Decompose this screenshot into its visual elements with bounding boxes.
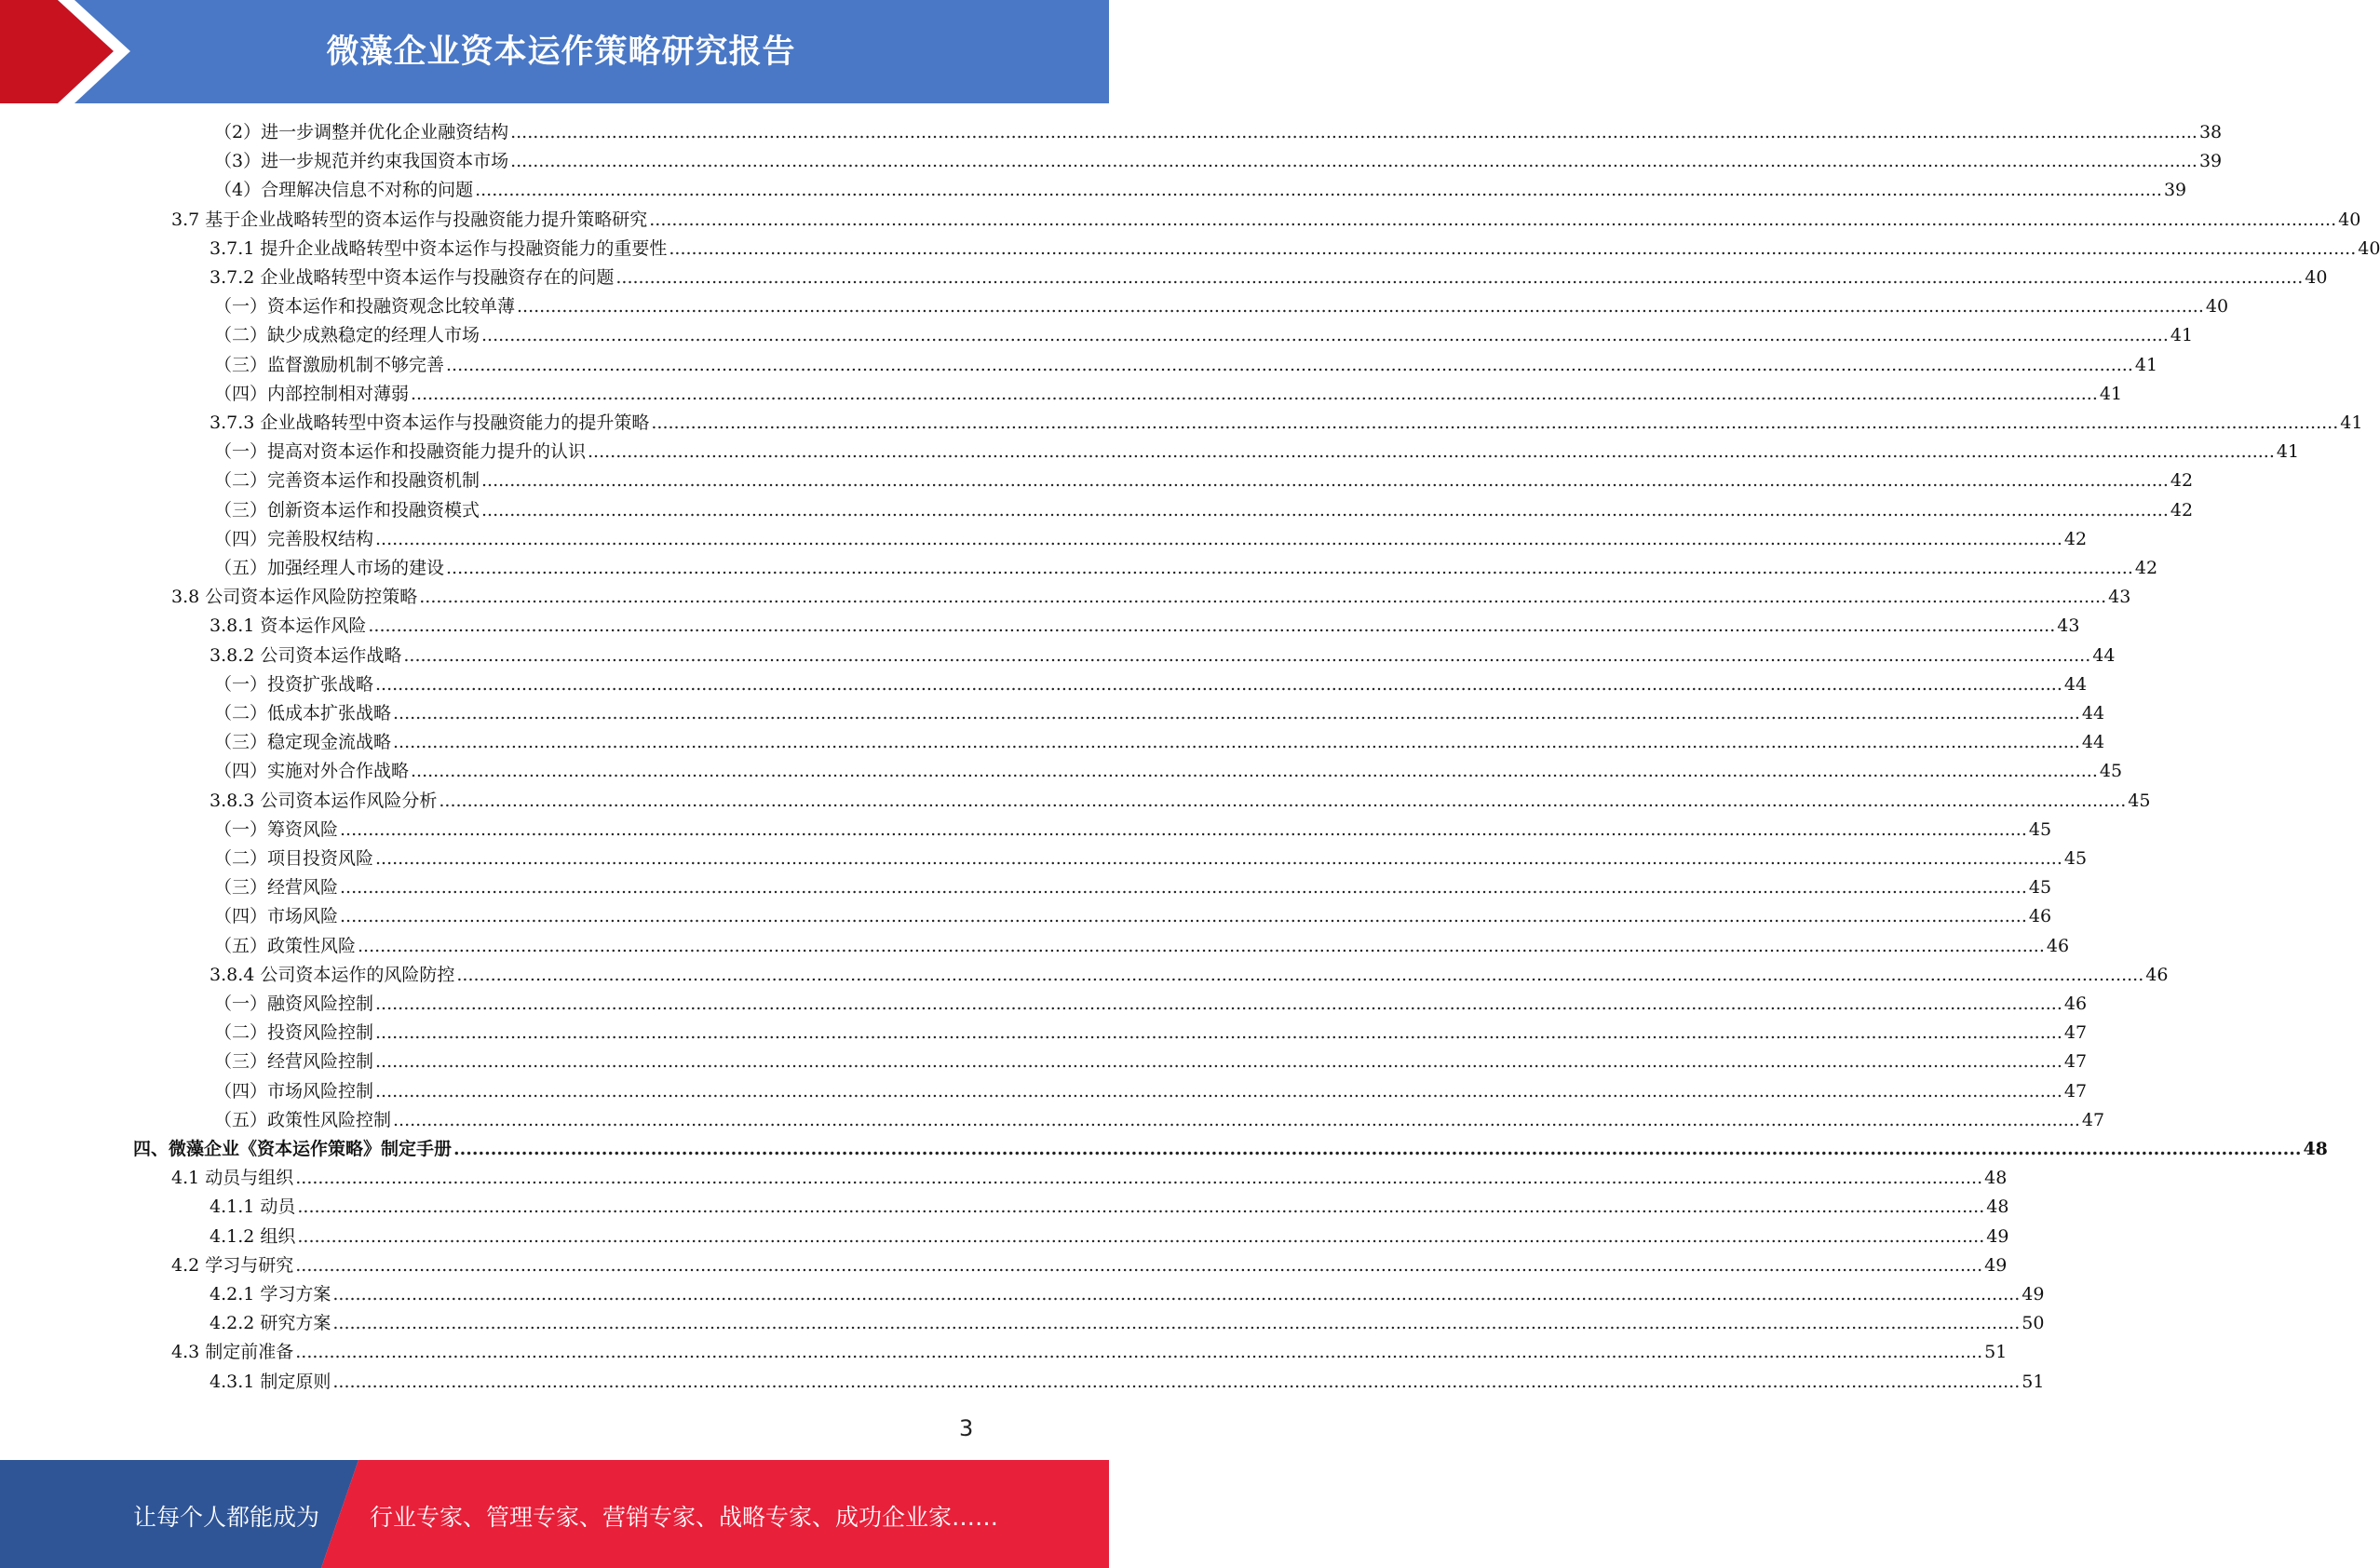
toc-entry-page: 51 — [1984, 1342, 2008, 1363]
toc-entry[interactable] — [214, 438, 2300, 466]
toc-entry-title: （二）完善资本运作和投融资机制 — [214, 470, 480, 492]
toc-entry-title: 3.7.2 企业战略转型中资本运作与投融资存在的问题 — [210, 267, 615, 288]
toc-entry[interactable] — [171, 206, 2361, 235]
toc-entry[interactable] — [214, 147, 2223, 176]
toc-entry[interactable] — [210, 1368, 2045, 1397]
toc-entry-page: 47 — [2063, 1051, 2088, 1073]
toc-dot-leader: ............................................................................................................................................................................................................................................................................................................ — [393, 732, 2080, 753]
toc-entry[interactable] — [214, 1077, 2088, 1106]
toc-entry-page: 44 — [2063, 673, 2088, 695]
toc-entry-page: 46 — [2145, 964, 2169, 985]
toc-dot-leader: ............................................................................................................................................................................................................................................................................................................ — [669, 237, 2357, 259]
toc-entry[interactable] — [214, 380, 2123, 409]
toc-entry[interactable] — [214, 1048, 2088, 1076]
toc-dot-leader: ............................................................................................................................................................................................................................................................................................................ — [375, 1051, 2062, 1073]
toc-entry-page: 49 — [1986, 1225, 2009, 1247]
toc-entry-title: 4.2.1 学习方案 — [210, 1284, 331, 1304]
toc-entry-page: 43 — [2108, 587, 2131, 608]
toc-entry-title: （三）经营风险 — [214, 877, 339, 899]
toc-entry-page: 45 — [2028, 877, 2052, 899]
toc-entry-page: 40 — [2305, 267, 2328, 288]
toc-entry[interactable] — [214, 351, 2158, 380]
toc-dot-leader: ............................................................................................................................................................................................................................................................................................................ — [481, 325, 2169, 346]
toc-entry-title: 4.3.1 制定原则 — [210, 1371, 331, 1392]
toc-entry-page: 49 — [2022, 1284, 2045, 1304]
toc-dot-leader: ............................................................................................................................................................................................................................................................................................................ — [615, 267, 2304, 288]
toc-dot-leader: ............................................................................................................................................................................................................................................................................................................ — [368, 615, 2056, 637]
toc-entry-title: （一）融资风险控制 — [214, 994, 374, 1014]
toc-dot-leader: ............................................................................................................................................................................................................................................................................................................ — [332, 1313, 2021, 1334]
toc-dot-leader: ............................................................................................................................................................................................................................................................................................................ — [393, 1109, 2080, 1130]
toc-entry[interactable] — [171, 583, 2131, 612]
toc-entry-title: （四）市场风险控制 — [214, 1080, 374, 1102]
toc-dot-leader: ............................................................................................................................................................................................................................................................................................................ — [375, 1080, 2062, 1102]
toc-entry-title: 四、微藻企业《资本运作策略》制定手册 — [133, 1139, 453, 1159]
toc-entry-page: 48 — [1984, 1168, 2008, 1189]
toc-entry[interactable] — [214, 554, 2158, 583]
toc-entry-title: 4.2 学习与研究 — [171, 1254, 294, 1276]
toc-entry-page: 40 — [2358, 237, 2380, 259]
toc-entry[interactable] — [171, 1251, 2008, 1280]
toc-entry-page: 42 — [2063, 528, 2088, 549]
toc-entry-page: 43 — [2057, 615, 2080, 637]
toc-entry-title: （三）监督激励机制不够完善 — [214, 354, 445, 375]
toc-dot-leader: ............................................................................................................................................................................................................................................................................................................ — [453, 1139, 2302, 1159]
toc-entry[interactable] — [210, 1309, 2045, 1338]
toc-entry[interactable] — [214, 466, 2194, 495]
toc-dot-leader: ............................................................................................................................................................................................................................................................................................................ — [375, 1022, 2062, 1044]
toc-entry-title: （四）内部控制相对薄弱 — [214, 383, 410, 404]
toc-entry[interactable] — [171, 1338, 2008, 1367]
toc-dot-leader: ............................................................................................................................................................................................................................................................................................................ — [419, 587, 2107, 608]
toc-dot-leader: ............................................................................................................................................................................................................................................................................................................ — [340, 877, 2027, 899]
toc-entry-title: （五）政策性风险 — [214, 935, 357, 956]
toc-dot-leader: ............................................................................................................................................................................................................................................................................................................ — [297, 1196, 1985, 1218]
toc-entry-title: （一）筹资风险 — [214, 818, 339, 840]
toc-entry[interactable] — [210, 642, 2116, 670]
toc-entry-page: 41 — [2276, 441, 2300, 463]
toc-entry-title: 4.3 制定前准备 — [171, 1342, 294, 1363]
page-header — [0, 0, 1109, 103]
toc-entry-page: 42 — [2134, 558, 2158, 578]
toc-entry[interactable] — [214, 757, 2123, 786]
toc-entry[interactable] — [214, 1106, 2105, 1135]
toc-entry-page: 44 — [2081, 732, 2105, 753]
toc-entry-title: （二）项目投资风险 — [214, 848, 374, 869]
toc-dot-leader: ............................................................................................................................................................................................................................................................................................................ — [295, 1168, 1983, 1189]
toc-entry-title: （五）加强经理人市场的建设 — [214, 558, 445, 578]
toc-entry-title: 4.1 动员与组织 — [171, 1168, 294, 1189]
toc-entry-title: （四）市场风险 — [214, 906, 339, 927]
toc-entry-page: 45 — [2128, 790, 2151, 811]
toc-entry-page: 45 — [2028, 818, 2052, 840]
toc-entry-page: 46 — [2028, 906, 2052, 927]
toc-entry-title: （一）投资扩张战略 — [214, 673, 374, 695]
toc-entry-page: 45 — [2099, 761, 2123, 782]
toc-entry-page: 46 — [2063, 994, 2088, 1014]
toc-entry-title: （三）经营风险控制 — [214, 1051, 374, 1073]
toc-dot-leader: ............................................................................................................................................................................................................................................................................................................ — [332, 1371, 2021, 1392]
toc-entry[interactable] — [133, 1135, 2328, 1164]
toc-dot-leader: ............................................................................................................................................................................................................................................................................................................ — [446, 354, 2133, 375]
toc-entry-page: 38 — [2198, 122, 2223, 142]
toc-entry-page: 41 — [2340, 412, 2363, 433]
toc-dot-leader: ............................................................................................................................................................................................................................................................................................................ — [456, 964, 2144, 985]
toc-entry-title: （三）稳定现金流战略 — [214, 732, 392, 753]
toc-dot-leader: ............................................................................................................................................................................................................................................................................................................ — [649, 209, 2337, 230]
toc-dot-leader: ............................................................................................................................................................................................................................................................................................................ — [475, 180, 2162, 201]
toc-entry-page: 40 — [2205, 296, 2229, 318]
toc-dot-leader: ............................................................................................................................................................................................................................................................................................................ — [295, 1342, 1983, 1363]
toc-entry-page: 44 — [2092, 644, 2116, 666]
toc-entry-page: 39 — [2163, 180, 2187, 201]
toc-dot-leader: ............................................................................................................................................................................................................................................................................................................ — [375, 528, 2062, 549]
toc-dot-leader: ............................................................................................................................................................................................................................................................................................................ — [375, 848, 2062, 869]
toc-entry-page: 41 — [2134, 354, 2158, 375]
toc-entry[interactable] — [171, 1164, 2008, 1193]
toc-entry-page: 44 — [2081, 703, 2105, 723]
toc-entry-page: 49 — [1984, 1254, 2008, 1276]
toc-entry-page: 47 — [2063, 1080, 2088, 1102]
toc-entry[interactable] — [210, 1223, 2009, 1251]
toc-dot-leader: ............................................................................................................................................................................................................................................................................................................ — [517, 296, 2204, 318]
toc-entry-title: 3.8.4 公司资本运作的风险防控 — [210, 964, 455, 985]
toc-entry[interactable] — [214, 670, 2088, 699]
toc-entry-page: 41 — [2099, 383, 2123, 404]
header-title: 微藻企业资本运作策略研究报告 — [326, 34, 796, 71]
toc-dot-leader: ............................................................................................................................................................................................................................................................................................................ — [297, 1225, 1985, 1247]
toc-entry[interactable] — [214, 176, 2187, 205]
toc-entry[interactable] — [214, 990, 2088, 1019]
toc-entry-title: （四）完善股权结构 — [214, 528, 374, 549]
toc-dot-leader: ............................................................................................................................................................................................................................................................................................................ — [510, 151, 2197, 172]
page-number: 3 — [959, 1415, 974, 1441]
toc-entry[interactable] — [214, 118, 2223, 147]
toc-entry-title: （四）实施对外合作战略 — [214, 761, 410, 782]
toc-entry[interactable] — [210, 1280, 2045, 1309]
toc-dot-leader: ............................................................................................................................................................................................................................................................................................................ — [481, 470, 2169, 492]
page-footer — [0, 1460, 1109, 1568]
toc-entry-title: （一）提高对资本运作和投融资能力提升的认识 — [214, 441, 587, 463]
toc-entry-page: 50 — [2022, 1313, 2045, 1334]
toc-entry-title: （3）进一步规范并约束我国资本市场 — [214, 151, 509, 172]
toc-dot-leader: ............................................................................................................................................................................................................................................................................................................ — [411, 383, 2098, 404]
toc-entry-page: 46 — [2046, 935, 2070, 956]
toc-dot-leader: ............................................................................................................................................................................................................................................................................................................ — [411, 761, 2098, 782]
toc-dot-leader: ............................................................................................................................................................................................................................................................................................................ — [375, 673, 2062, 695]
toc-entry-page: 48 — [1986, 1196, 2009, 1218]
toc-entry-page: 39 — [2198, 151, 2223, 172]
toc-entry[interactable] — [214, 525, 2088, 554]
footer-slogan-left: 让每个人都能成为 — [133, 1504, 320, 1531]
toc-entry-title: （五）政策性风险控制 — [214, 1109, 392, 1130]
toc-entry[interactable] — [210, 409, 2363, 438]
toc-entry[interactable] — [214, 728, 2105, 757]
toc-entry[interactable] — [214, 496, 2194, 525]
toc-entry[interactable] — [210, 787, 2151, 816]
toc-dot-leader: ............................................................................................................................................................................................................................................................................................................ — [340, 818, 2027, 840]
footer-slogan-right: 行业专家、管理专家、营销专家、战略专家、成功企业家…… — [370, 1504, 999, 1531]
toc-dot-leader: ............................................................................................................................................................................................................................................................................................................ — [340, 906, 2027, 927]
toc-entry[interactable] — [214, 845, 2088, 873]
toc-entry-title: 4.1.1 动员 — [210, 1196, 296, 1218]
toc-entry-title: （二）缺少成熟稳定的经理人市场 — [214, 325, 480, 346]
toc-entry-page: 42 — [2170, 499, 2194, 520]
toc-entry-title: （一）资本运作和投融资观念比较单薄 — [214, 296, 516, 318]
toc-dot-leader: ............................................................................................................................................................................................................................................................................................................ — [332, 1284, 2021, 1304]
toc-entry[interactable] — [214, 1019, 2088, 1048]
toc-entry[interactable] — [210, 235, 2380, 264]
toc-dot-leader: ............................................................................................................................................................................................................................................................................................................ — [510, 122, 2197, 142]
toc-entry-title: （二）低成本扩张战略 — [214, 703, 392, 723]
toc-entry-title: 3.7.1 提升企业战略转型中资本运作与投融资能力的重要性 — [210, 237, 668, 259]
toc-dot-leader: ............................................................................................................................................................................................................................................................................................................ — [439, 790, 2127, 811]
toc-dot-leader: ............................................................................................................................................................................................................................................................................................................ — [588, 441, 2275, 463]
toc-entry[interactable] — [210, 961, 2169, 990]
toc-dot-leader: ............................................................................................................................................................................................................................................................................................................ — [295, 1254, 1983, 1276]
toc-dot-leader: ............................................................................................................................................................................................................................................................................................................ — [651, 412, 2339, 433]
toc-entry-title: 3.8 公司资本运作风险防控策略 — [171, 587, 418, 608]
toc-entry-title: 3.8.3 公司资本运作风险分析 — [210, 790, 438, 811]
toc-entry[interactable] — [214, 902, 2052, 931]
toc-entry-title: 3.8.1 资本运作风险 — [210, 615, 367, 637]
toc-entry-title: （三）创新资本运作和投融资模式 — [214, 499, 480, 520]
toc-dot-leader: ............................................................................................................................................................................................................................................................................................................ — [375, 994, 2062, 1014]
toc-entry-page: 45 — [2063, 848, 2088, 869]
toc-dot-leader: ............................................................................................................................................................................................................................................................................................................ — [446, 558, 2133, 578]
toc-entry[interactable] — [214, 816, 2052, 845]
toc-entry[interactable] — [214, 932, 2070, 961]
toc-dot-leader: ............................................................................................................................................................................................................................................................................................................ — [393, 703, 2080, 723]
toc-entry-page: 48 — [2303, 1139, 2328, 1159]
toc-entry[interactable] — [210, 1193, 2009, 1222]
toc-entry-page: 47 — [2063, 1022, 2088, 1044]
toc-entry[interactable] — [214, 873, 2052, 902]
toc-entry-title: （二）投资风险控制 — [214, 1022, 374, 1044]
toc-dot-leader: ............................................................................................................................................................................................................................................................................................................ — [358, 935, 2045, 956]
toc-entry-page: 47 — [2081, 1109, 2105, 1130]
toc-entry-page: 40 — [2338, 209, 2361, 230]
toc-entry-title: 4.1.2 组织 — [210, 1225, 296, 1247]
toc-entry-title: 3.7 基于企业战略转型的资本运作与投融资能力提升策略研究 — [171, 209, 648, 230]
toc-entry-page: 41 — [2170, 325, 2194, 346]
toc-entry-title: 3.8.2 公司资本运作战略 — [210, 644, 402, 666]
toc-dot-leader: ............................................................................................................................................................................................................................................................................................................ — [403, 644, 2091, 666]
toc-entry-title: 3.7.3 企业战略转型中资本运作与投融资能力的提升策略 — [210, 412, 650, 433]
toc-entry-page: 51 — [2022, 1371, 2045, 1392]
toc-entry[interactable] — [210, 264, 2328, 292]
toc-entry-page: 42 — [2170, 470, 2194, 492]
toc-entry[interactable] — [214, 321, 2194, 350]
toc-entry-title: （2）进一步调整并优化企业融资结构 — [214, 122, 509, 142]
toc-entry[interactable] — [210, 612, 2080, 641]
toc-dot-leader: ............................................................................................................................................................................................................................................................................................................ — [481, 499, 2169, 520]
toc-entry[interactable] — [214, 292, 2229, 321]
toc-entry-title: 4.2.2 研究方案 — [210, 1313, 331, 1334]
toc-entry[interactable] — [214, 699, 2105, 728]
toc-entry-title: （4）合理解决信息不对称的问题 — [214, 180, 474, 201]
